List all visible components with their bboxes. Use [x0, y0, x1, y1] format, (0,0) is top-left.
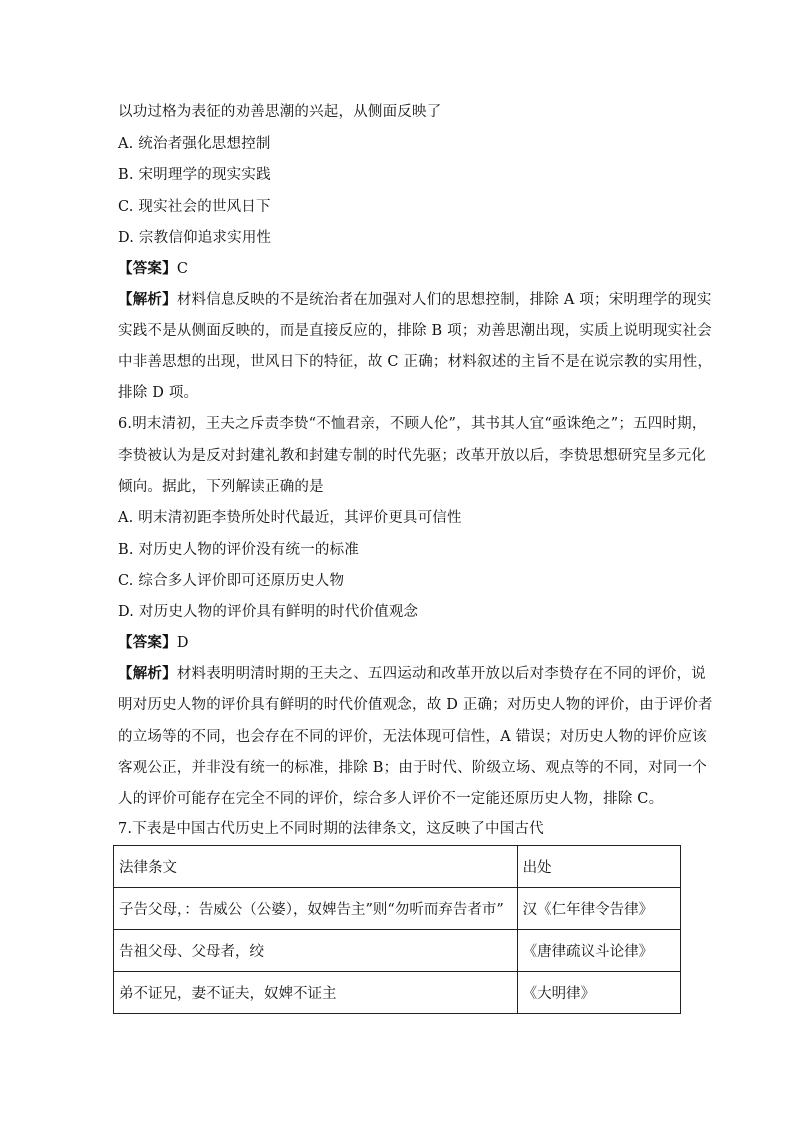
- analysis-text: 材料表明明清时期的王夫之、五四运动和改革开放以后对李贽存在不同的评价，说: [176, 666, 707, 682]
- q5-option-a: A. 统治者强化思想控制: [118, 136, 271, 152]
- table-cell: 《大明律》: [517, 972, 680, 1014]
- table-row: [114, 972, 681, 1014]
- q5-analysis-line-2: 实践不是从侧面反映的，而是直接反应的，排除 B 项；劝善思潮出现，实质上说明现实社会: [118, 323, 712, 339]
- q5-stem: 以功过格为表征的劝善思潮的兴起，从侧面反映了: [118, 104, 442, 120]
- table-row: [114, 888, 681, 930]
- q6-option-c: C. 综合多人评价即可还原历史人物: [118, 573, 345, 589]
- q6-stem-line-1: 6.明末清初，王夫之斥责李贽“不恤君亲，不顾人伦”，其书其人宜“亟诛绝之”；五四时期，: [118, 416, 707, 432]
- q5-option-c: C. 现实社会的世风日下: [118, 199, 271, 215]
- table-cell: 告祖父母、父母者，绞: [114, 930, 518, 972]
- answer-tag: 【答案】: [118, 634, 177, 651]
- analysis-tag: 【解析】: [118, 291, 177, 308]
- table-header-row: [114, 846, 681, 888]
- q6-analysis-line-3: 的立场等的不同，也会存在不同的评价，无法体现可信性，A 错误；对历史人物的评价应该: [118, 729, 707, 745]
- table-cell: 《唐律疏议斗论律》: [517, 930, 680, 972]
- analysis-text: 材料信息反映的不是统治者在加强对人们的思想控制，排除 A 项；宋明理学的现实: [176, 292, 712, 308]
- table-cell: 弟不证兄，妻不证夫，奴婢不证主: [114, 972, 518, 1014]
- table-row: [114, 930, 681, 972]
- q5-option-b: B. 宋明理学的现实实践: [118, 167, 271, 183]
- q5-option-d: D. 宗教信仰追求实用性: [118, 230, 272, 246]
- q6-option-b: B. 对历史人物的评价没有统一的标准: [118, 542, 359, 558]
- table-cell: 汉《仁年律令告律》: [517, 888, 680, 930]
- q6-option-d: D. 对历史人物的评价具有鲜明的时代价值观念: [118, 604, 419, 620]
- q7-stem: 7.下表是中国古代历史上不同时期的法律条文，这反映了中国古代: [118, 821, 544, 837]
- q6-option-a: A. 明末清初距李贽所处时代最近，其评价更具可信性: [118, 510, 462, 526]
- table-header-cell: 法律条文: [114, 846, 518, 888]
- q6-answer: [118, 633, 189, 653]
- q6-analysis-line-5: 人的评价可能存在完全不同的评价，综合多人评价不一定能还原历史人物，排除 C。: [118, 791, 664, 807]
- answer-value: C: [176, 261, 189, 277]
- q5-analysis-line-1: [118, 290, 712, 310]
- answer-value: D: [176, 635, 189, 651]
- q6-analysis-line-1: [118, 664, 706, 684]
- q6-stem-line-2: 李贽被认为是反对封建礼教和封建专制的时代先驱；改革开放以后，李贽思想研究呈多元化: [118, 448, 706, 464]
- q6-stem-line-3: 倾向。据此，下列解读正确的是: [118, 479, 324, 495]
- law-table: [113, 845, 681, 1014]
- q5-answer: [118, 259, 188, 279]
- q6-analysis-line-4: 客观公正，并非没有统一的标准，排除 B；由于时代、阶级立场、观点等的不同，对同一个: [118, 760, 707, 776]
- q5-analysis-line-4: 排除 D 项。: [118, 385, 199, 401]
- analysis-tag: 【解析】: [118, 665, 177, 682]
- table-cell: 子告父母，：告威公（公婆），奴婢告主”则“勿听而弃告者市”: [114, 888, 518, 930]
- answer-tag: 【答案】: [118, 260, 177, 277]
- table-header-cell: 出处: [517, 846, 680, 888]
- q5-analysis-line-3: 中非善思想的出现，世风日下的特征，故 C 正确；材料叙述的主旨不是在说宗教的实用性，: [118, 354, 713, 370]
- q6-analysis-line-2: 明对历史人物的评价具有鲜明的时代价值观念，故 D 正确；对历史人物的评价，由于评价者: [118, 697, 713, 713]
